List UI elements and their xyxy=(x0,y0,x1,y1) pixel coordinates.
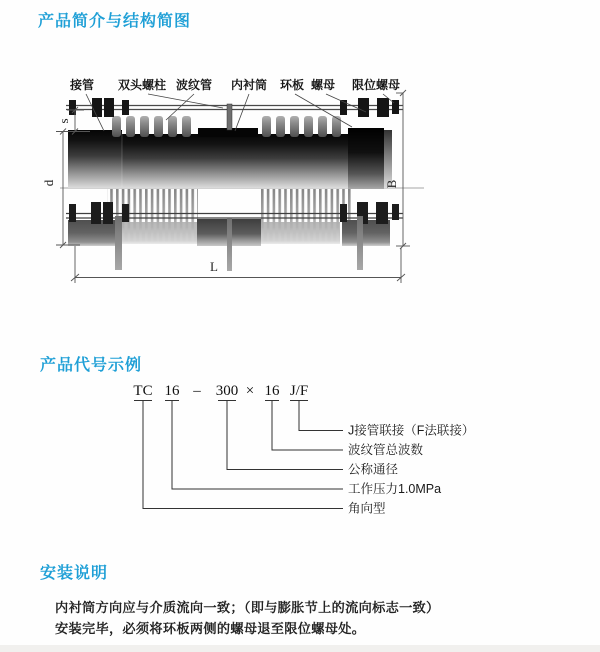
code-segments xyxy=(133,383,308,399)
code-seg-type: TC xyxy=(133,383,153,399)
installation-notes xyxy=(55,597,535,639)
page-edge-strip xyxy=(0,645,600,652)
code-callout-lines xyxy=(134,401,343,509)
ring-plate-right xyxy=(348,128,384,189)
code-seg-dash: – xyxy=(193,383,201,399)
dim-label-s: s xyxy=(56,118,71,124)
code-seg-joint: J/F xyxy=(289,383,309,399)
callout-wave-count: 波纹管总波数 xyxy=(348,443,424,457)
part-label-limit-nut: 限位螺母 xyxy=(351,78,401,92)
dim-label-B: B xyxy=(384,179,399,189)
callout-pressure: 工作压力1.0MPa xyxy=(348,482,442,496)
code-seg-pressure: 16 xyxy=(164,383,180,399)
bellows-corrugations-left xyxy=(112,116,191,137)
pipe-end-left xyxy=(68,130,122,188)
stud-right xyxy=(357,216,363,270)
part-label-stud: 双头螺柱 xyxy=(117,78,167,92)
part-label-bellows: 波纹管 xyxy=(175,78,213,92)
install-note-line1: 内衬筒方向应与介质流向一致；（即与膨胀节上的流向标志一致） xyxy=(55,600,440,615)
callout-angular-type: 角向型 xyxy=(348,501,386,516)
part-label-nut: 螺母 xyxy=(310,78,336,92)
nuts-upper xyxy=(69,98,399,117)
code-seg-diameter: 300 xyxy=(215,383,239,399)
callout-joint-type: J接管联接（F法联接） xyxy=(348,423,475,438)
code-seg-waves: 16 xyxy=(264,383,280,399)
stud-left xyxy=(115,216,122,270)
bellows-corrugations-right xyxy=(262,116,341,137)
code-callout-labels xyxy=(348,423,474,516)
callout-diameter: 公称通径 xyxy=(348,462,399,477)
dim-label-d: d xyxy=(41,179,56,187)
part-labels xyxy=(69,77,400,92)
structure-diagram xyxy=(28,62,452,294)
stud-center xyxy=(227,218,232,271)
lower-half-mirror xyxy=(66,189,403,271)
install-note-line2: 安装完毕，必须将环板两侧的螺母退至限位螺母处。 xyxy=(55,621,366,636)
pipe-stub-right xyxy=(384,130,392,188)
part-label-ring-plate: 环板 xyxy=(279,78,305,92)
product-code-diagram xyxy=(115,378,475,528)
code-seg-times: × xyxy=(245,383,255,399)
upper-half-body xyxy=(66,98,403,189)
section-title-install: 安装说明 xyxy=(40,565,109,582)
part-label-pipe: 接管 xyxy=(69,78,95,92)
bellows-lower-stripes-right xyxy=(260,189,352,244)
dim-label-L: L xyxy=(210,259,218,274)
section-title-code: 产品代号示例 xyxy=(40,357,143,374)
center-guide-stud xyxy=(227,104,232,130)
section-title-intro: 产品简介与结构简图 xyxy=(38,13,192,30)
part-label-liner: 内衬筒 xyxy=(230,78,268,92)
